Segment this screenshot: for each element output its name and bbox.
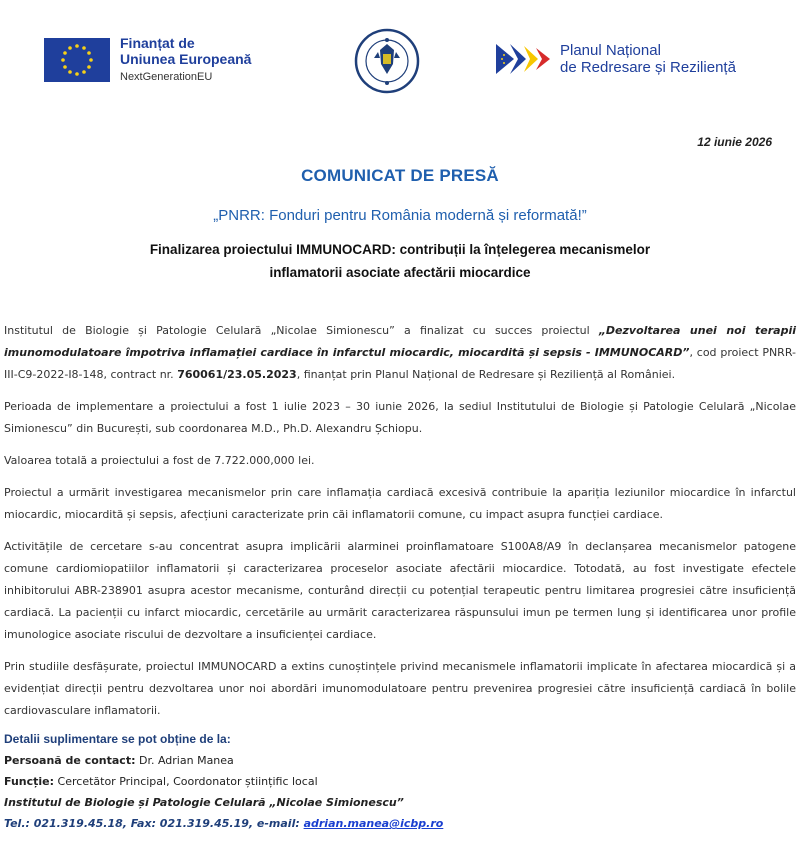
subtitle-line2: inflamatorii asociate afectării miocardice	[269, 265, 531, 280]
paragraph-total-value: Valoarea totală a proiectului a fost de 7.722.000,000 lei.	[4, 454, 315, 467]
article-body	[4, 320, 796, 732]
contact-institution: Institutul de Biologie și Patologie Celulară „Nicolae Simionescu”	[4, 796, 404, 809]
contact-role: Funcție: Cercetător Principal, Coordonator științific local	[4, 775, 318, 788]
contact-details	[4, 729, 604, 834]
slogan: „PNRR: Fonduri pentru România modernă și reformată!”	[213, 207, 587, 224]
paragraph-results: Prin studiile desfășurate, proiectul IMMUNOCARD a extins cunoștințele privind mecanismele inflamatorii implicate în afectarea miocardică și a evidențiat direcții pentru dezvoltarea unor noi abordări imunomodulatoare pentru prevenirea progresiei către insuficiență cardiacă în bolile cardiovasculare inflamatorii.	[4, 660, 796, 717]
eu-funding-logo	[44, 35, 251, 85]
subtitle-line1: Finalizarea proiectului IMMUNOCARD: contribuții la înțelegerea mecanismelor	[149, 242, 651, 257]
eu-logo-line1: Finanțat de	[120, 35, 195, 51]
contact-heading: Detalii suplimentare se pot obține de la:	[4, 732, 231, 746]
email-link[interactable]: adrian.manea@icbp.ro	[303, 817, 444, 830]
paragraph-objectives: Proiectul a urmărit investigarea mecanismelor prin care inflamația cardiacă excesivă contribuie la apariția leziunilor miocardice în infarctul miocardic, miocardită și sepsis, afecțiuni caracterizate prin căi inflamatorii comune, cu impact asupra funcției cardiace.	[4, 486, 796, 521]
paragraph-research-activities: Activitățile de cercetare s-au concentrat asupra implicării alarminei proinflamatoare S100A8/A9 în declanșarea mecanismelor patogene comune cardiomiopatiilor inflamatorii și caracterizarea proceselor asociate afectării miocardice. Totodată, au fost investigate efectele inhibitorului ABR-238901 asupra acestor mecanisme, conturând direcții cu potențial terapeutic pentru limitarea progresiei către insuficiență cardiacă. La pacienții cu infarct miocardic, cercetările au urmărit caracterizarea răspunsului imun pe termen lung și identificarea unor profile imunologice asociate riscului de dezvoltare a insuficienței cardiace.	[4, 540, 796, 641]
release-date: 12 iunie 2026	[697, 135, 772, 149]
project-full-title: „Dezvoltarea unei noi terapii imunomodulatoare împotriva inflamației cardiace în infarctul miocardic, miocardită și sepsis - IMMUNOCARD”	[4, 324, 796, 359]
paragraph-project-completion: Institutul de Biologie și Patologie Celulară „Nicolae Simionescu” a finalizat cu succes proiectul „Dezvoltarea unei noi terapii imunomodulatoare împotriva inflamației cardiace în infarctul miocardic, miocardită și sepsis - IMMUNOCARD”, cod proiect PNRR-III-C9-2022-I8-148, contract nr. 760061/23.05.2023, finanțat prin Planul Național de Redresare și Reziliență al României.	[4, 324, 796, 381]
pnrr-arrow-icon	[494, 42, 556, 76]
eu-logo-line3: NextGenerationEU	[120, 71, 213, 83]
contract-number: 760061/23.05.2023	[177, 368, 297, 381]
pnrr-logo-line1: Planul Național	[560, 42, 661, 59]
subtitle	[110, 238, 690, 284]
contact-phone-email: Tel.: 021.319.45.18, Fax: 021.319.45.19, e-mail: adrian.manea@icbp.ro	[4, 817, 444, 830]
paragraph-implementation-period: Perioada de implementare a proiectului a fost 1 iulie 2023 – 30 iunie 2026, la sediul Institutului de Biologie și Patologie Celulară „Nicolae Simionescu” din București, sub coordonarea M.D., Ph.D. Alexandru Șchiopu.	[4, 400, 796, 435]
page-title: COMUNICAT DE PRESĂ	[301, 166, 499, 185]
pnrr-logo	[494, 42, 736, 76]
pnrr-logo-line2: de Redresare și Reziliență	[560, 59, 736, 76]
contact-person: Persoană de contact: Dr. Adrian Manea	[4, 754, 234, 767]
header-logos	[0, 28, 800, 98]
eu-flag-icon	[44, 38, 110, 82]
eu-logo-line2: Uniunea Europeană	[120, 51, 252, 67]
romanian-government-seal-icon	[354, 28, 420, 94]
